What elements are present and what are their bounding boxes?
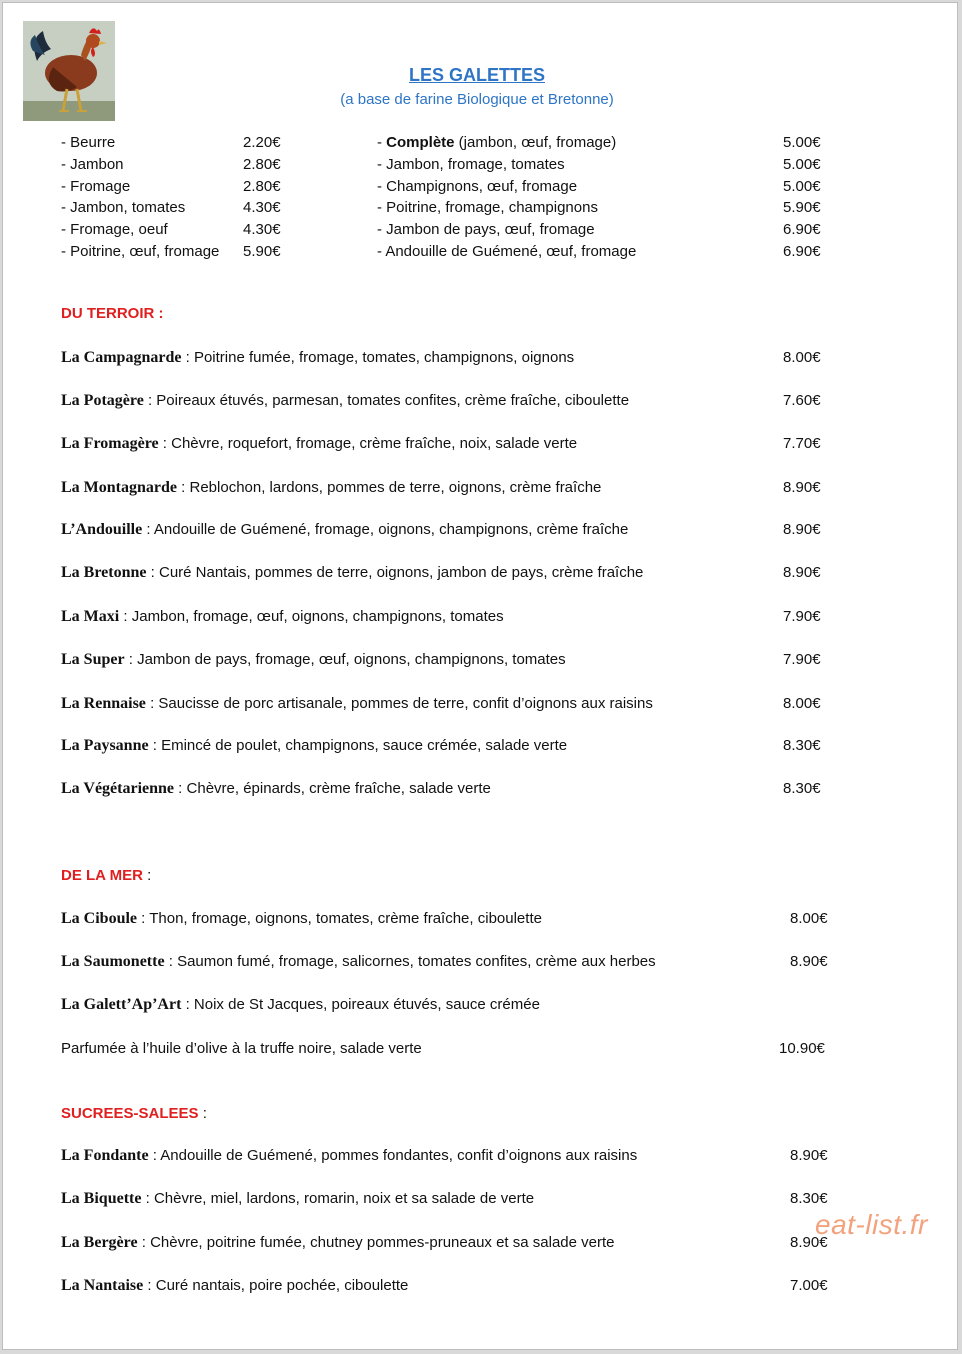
- item-price: 8.30€: [783, 780, 821, 797]
- item-price: 8.00€: [783, 695, 821, 712]
- item-price: 7.70€: [783, 435, 821, 452]
- item-price: 8.90€: [790, 1234, 828, 1251]
- item-price: 8.90€: [783, 564, 821, 581]
- menu-item: La Potagère : Poireaux étuvés, parmesan, tomates confites, crème fraîche, ciboulette: [61, 392, 630, 409]
- basic-list-left: [61, 132, 311, 263]
- item-price: 8.30€: [783, 737, 821, 754]
- menu-item: La Bretonne : Curé Nantais, pommes de terre, oignons, jambon de pays, crème fraîche: [61, 564, 644, 581]
- list-item: - Poitrine, fromage, champignons 5.90€: [377, 199, 821, 217]
- watermark: eat-list.fr: [815, 1209, 928, 1240]
- section-heading-terroir: DU TERROIR :: [61, 305, 164, 322]
- list-item: - Jambon 2.80€: [61, 155, 281, 173]
- list-item: - Jambon, fromage, tomates 5.00€: [377, 155, 821, 173]
- menu-item: La Fromagère : Chèvre, roquefort, fromage, crème fraîche, noix, salade verte: [61, 435, 578, 452]
- item-price: 7.90€: [783, 651, 821, 668]
- item-price: 7.60€: [783, 392, 821, 409]
- item-price: 7.00€: [790, 1277, 828, 1294]
- item-price: 8.90€: [790, 953, 828, 970]
- item-price: 10.90€: [779, 1040, 825, 1057]
- menu-item: La Paysanne : Emincé de poulet, champignons, sauce crémée, salade verte: [61, 737, 568, 754]
- menu-item: La Campagnarde : Poitrine fumée, fromage, tomates, champignons, oignons: [61, 349, 575, 366]
- list-item: - Fromage 2.80€: [61, 177, 281, 195]
- menu-page: [2, 2, 958, 1350]
- menu-item: La Maxi : Jambon, fromage, œuf, oignons, champignons, tomates: [61, 608, 504, 625]
- list-item: - Jambon de pays, œuf, fromage 6.90€: [377, 221, 821, 239]
- menu-item: La Montagnarde : Reblochon, lardons, pommes de terre, oignons, crème fraîche: [61, 479, 602, 496]
- menu-item: L’Andouille : Andouille de Guémené, fromage, oignons, champignons, crème fraîche: [61, 521, 629, 538]
- item-price: 7.90€: [783, 608, 821, 625]
- menu-item: La Galett’Ap’Art : Noix de St Jacques, poireaux étuvés, sauce crémée: [61, 996, 540, 1013]
- page-subtitle: (a base de farine Biologique et Bretonne): [340, 91, 614, 108]
- menu-item: La Super : Jambon de pays, fromage, œuf, oignons, champignons, tomates: [61, 651, 566, 668]
- list-item: - Complète (jambon, œuf, fromage) 5.00€: [377, 134, 821, 151]
- list-item: - Jambon, tomates 4.30€: [61, 199, 281, 217]
- menu-item: La Bergère : Chèvre, poitrine fumée, chutney pommes-pruneaux et sa salade verte: [61, 1234, 615, 1251]
- section-heading-mer: DE LA MER :: [61, 867, 152, 884]
- item-price: 8.90€: [783, 521, 821, 538]
- section-heading-sucrees: SUCREES-SALEES :: [61, 1105, 207, 1122]
- list-item: - Poitrine, œuf, fromage 5.90€: [61, 242, 281, 260]
- item-price: 8.00€: [790, 910, 828, 927]
- list-item: - Beurre 2.20€: [61, 134, 281, 151]
- menu-item: La Ciboule : Thon, fromage, oignons, tomates, crème fraîche, ciboulette: [61, 910, 542, 927]
- menu-item: La Rennaise : Saucisse de porc artisanale, pommes de terre, confit d’oignons aux raisins: [61, 695, 653, 712]
- menu-item: La Nantaise : Curé nantais, poire pochée, ciboulette: [61, 1277, 409, 1294]
- item-price: 8.90€: [783, 479, 821, 496]
- list-item: - Champignons, œuf, fromage 5.00€: [377, 177, 821, 195]
- menu-item: La Végétarienne : Chèvre, épinards, crème fraîche, salade verte: [61, 780, 491, 797]
- menu-item-continuation: Parfumée à l’huile d’olive à la truffe noire, salade verte: [61, 1040, 422, 1057]
- page-title: LES GALETTES: [408, 65, 545, 85]
- menu-item: La Biquette : Chèvre, miel, lardons, romarin, noix et sa salade de verte: [61, 1190, 535, 1207]
- list-item: - Fromage, oeuf 4.30€: [61, 221, 281, 239]
- item-price: 8.30€: [790, 1190, 828, 1207]
- list-item: - Andouille de Guémené, œuf, fromage 6.90€: [377, 242, 821, 260]
- item-price: 8.00€: [783, 349, 821, 366]
- basic-list-right: [377, 132, 837, 263]
- menu-item: La Fondante : Andouille de Guémené, pommes fondantes, confit d’oignons aux raisins: [61, 1147, 638, 1164]
- menu-item: La Saumonette : Saumon fumé, fromage, salicornes, tomates confites, crème aux herbes: [61, 953, 656, 970]
- item-price: 8.90€: [790, 1147, 828, 1164]
